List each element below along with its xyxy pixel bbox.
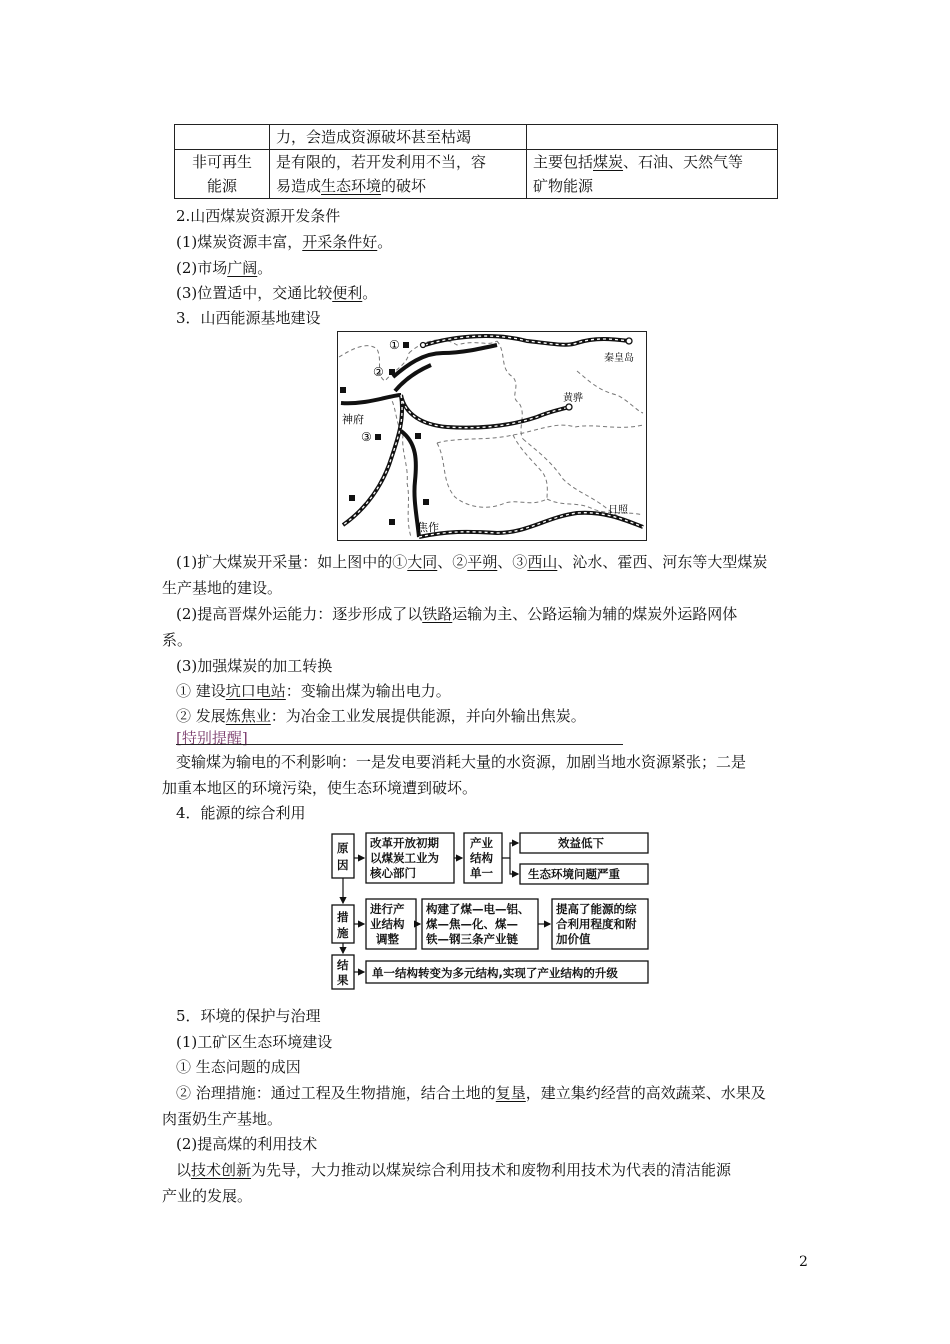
flow-single-1: 产业 bbox=[470, 836, 493, 850]
section-5-title: 5．环境的保护与治理 bbox=[176, 1007, 321, 1025]
map-label-rizhao: 日照 bbox=[608, 505, 628, 516]
underlined-term: 坑口电站 bbox=[225, 682, 286, 700]
section-3-title: 3．山西能源基地建设 bbox=[176, 309, 321, 327]
tip-divider bbox=[176, 744, 623, 745]
flow-single-2: 结构 bbox=[470, 851, 493, 865]
underlined-term: 炼焦业 bbox=[225, 707, 271, 725]
flow-label-result-a: 结 bbox=[337, 958, 349, 972]
text: (1)煤炭资源丰富， bbox=[176, 233, 303, 251]
text: 为先导，大力推动以煤炭综合利用技术和废物利用技术为代表的清洁能源 bbox=[251, 1161, 732, 1179]
text: (2)提高晋煤外运能力：逐步形成了以 bbox=[176, 605, 423, 623]
cell-line: 非可再生 bbox=[191, 153, 252, 171]
text: ：为冶金工业发展提供能源，并向外输出焦炭。 bbox=[270, 707, 586, 725]
text: ：变输出煤为输出电力。 bbox=[285, 682, 451, 700]
s3-p3-2 bbox=[176, 704, 586, 728]
table-cell bbox=[527, 125, 778, 150]
underlined-term: 铁路 bbox=[422, 605, 453, 623]
table-cell bbox=[527, 150, 778, 199]
s5-item-1-2-line2: 肉蛋奶生产基地。 bbox=[162, 1110, 283, 1128]
energy-table bbox=[174, 124, 778, 199]
s3-p3-1 bbox=[176, 679, 451, 703]
map-label-huanghua: 黄骅 bbox=[563, 393, 583, 404]
s2-item-3 bbox=[176, 281, 377, 305]
underlined-term: 广阔 bbox=[227, 259, 258, 277]
s5-item-2: (2)提高煤的利用技术 bbox=[176, 1135, 318, 1153]
map-label-1: ① bbox=[389, 338, 400, 352]
flow-single-3: 单一 bbox=[470, 866, 493, 880]
section-2-title: 2.山西煤炭资源开发条件 bbox=[176, 207, 341, 225]
s5-item-1-2 bbox=[176, 1081, 766, 1105]
text: (2)市场 bbox=[176, 259, 228, 277]
underlined-term: 技术创新 bbox=[191, 1161, 252, 1179]
map-label-3: ③ bbox=[361, 430, 372, 444]
table-row bbox=[175, 150, 778, 199]
flow-effect-1: 效益低下 bbox=[558, 836, 604, 850]
flow-adjust-1: 进行产 bbox=[370, 902, 405, 916]
flow-chain-2: 煤—焦—化、煤— bbox=[426, 917, 518, 931]
flow-label-reason-a: 原 bbox=[337, 841, 349, 855]
flow-label-measure-b: 施 bbox=[337, 926, 349, 940]
text: 、② bbox=[437, 553, 468, 571]
s3-p3: (3)加强煤炭的加工转换 bbox=[176, 657, 333, 675]
text: 的破坏 bbox=[381, 177, 427, 195]
s2-item-1 bbox=[176, 230, 392, 254]
flow-improve-3: 加价值 bbox=[556, 932, 591, 946]
s2-item-2 bbox=[176, 256, 272, 280]
flow-adjust-2: 业结构 bbox=[370, 917, 405, 931]
text: 。 bbox=[362, 284, 378, 302]
underlined-term: 复垦 bbox=[495, 1084, 526, 1102]
s3-p2-line1 bbox=[176, 602, 737, 626]
underlined-term: 煤炭 bbox=[593, 153, 624, 171]
shanxi-energy-base-map bbox=[337, 331, 647, 541]
text: 运输为主、公路运输为辅的煤炭外运路网体 bbox=[452, 605, 738, 623]
flow-cause-3: 核心部门 bbox=[370, 866, 416, 880]
underlined-term: 生态环境 bbox=[321, 177, 382, 195]
text: 。 bbox=[257, 259, 273, 277]
table-cell: 力，会造成资源破坏甚至枯竭 bbox=[270, 125, 527, 150]
underlined-term: 大同 bbox=[407, 553, 438, 571]
tip-line-2: 加重本地区的环境污染，使生态环境遭到破坏。 bbox=[162, 779, 478, 797]
underlined-term: 西山 bbox=[527, 553, 558, 571]
text: 、沁水、霍西、河东等大型煤炭 bbox=[557, 553, 768, 571]
map-label-jiaozuo: 焦作 bbox=[417, 521, 439, 534]
text: ② 发展 bbox=[176, 707, 226, 725]
flow-cause-2: 以煤炭工业为 bbox=[370, 851, 439, 865]
s3-p1-line1 bbox=[176, 550, 767, 574]
flow-improve-2: 合利用程度和附 bbox=[556, 917, 637, 931]
flow-label-result-b: 果 bbox=[337, 973, 349, 987]
flow-improve-1: 提高了能源的综 bbox=[556, 902, 637, 916]
flow-cause-1: 改革开放初期 bbox=[370, 836, 439, 850]
table-cell bbox=[270, 150, 527, 199]
flow-effect-2: 生态环境问题严重 bbox=[528, 867, 620, 881]
s5-paragraph-line2: 产业的发展。 bbox=[162, 1187, 253, 1205]
text: 易造成 bbox=[276, 177, 322, 195]
map-label-shenfu: 神府 bbox=[342, 413, 364, 426]
special-tip-label: [特别提醒] bbox=[176, 729, 248, 747]
text: ② 治理措施：通过工程及生物措施，结合土地的 bbox=[176, 1084, 496, 1102]
text: 以 bbox=[176, 1161, 192, 1179]
cell-line bbox=[533, 150, 771, 174]
table-cell bbox=[175, 125, 270, 150]
flow-chain-3: 铁—钢三条产业链 bbox=[426, 932, 518, 946]
underlined-term: 开采条件好 bbox=[302, 233, 378, 251]
underlined-term: 便利 bbox=[332, 284, 363, 302]
text: ，建立集约经营的高效蔬菜、水果及 bbox=[525, 1084, 766, 1102]
s5-item-1: (1)工矿区生态环境建设 bbox=[176, 1033, 333, 1051]
section-4-title: 4．能源的综合利用 bbox=[176, 804, 306, 822]
cell-line: 能源 bbox=[206, 177, 237, 195]
text: 。 bbox=[377, 233, 393, 251]
s5-item-1-1: ① 生态问题的成因 bbox=[176, 1058, 301, 1076]
text: (1)扩大煤炭开采量：如上图中的① bbox=[176, 553, 408, 571]
text: 、③ bbox=[497, 553, 528, 571]
flow-result-text: 单一结构转变为多元结构,实现了产业结构的升级 bbox=[372, 966, 618, 980]
flow-label-measure-a: 措 bbox=[337, 910, 349, 924]
flow-chain-1: 构建了煤—电—铝、 bbox=[426, 902, 530, 916]
underlined-term: 平朔 bbox=[467, 553, 498, 571]
s3-p2-line2: 系。 bbox=[162, 631, 193, 649]
cell-line bbox=[276, 174, 520, 198]
s3-p1-line2: 生产基地的建设。 bbox=[162, 579, 283, 597]
map-label-qinhuangdao: 秦皇岛 bbox=[604, 353, 634, 364]
cell-line: 是有限的，若开发利用不当，容 bbox=[276, 153, 487, 171]
page-number: 2 bbox=[799, 1254, 808, 1270]
text: (3)位置适中，交通比较 bbox=[176, 284, 333, 302]
text: ① 建设 bbox=[176, 682, 226, 700]
map-label-2: ② bbox=[373, 365, 384, 379]
table-cell bbox=[175, 150, 270, 199]
cell-line: 矿物能源 bbox=[533, 177, 594, 195]
table-row bbox=[175, 125, 778, 150]
flow-adjust-3: 调整 bbox=[376, 932, 399, 946]
s5-paragraph-line1 bbox=[176, 1158, 731, 1182]
map-frame bbox=[338, 332, 647, 541]
text: 主要包括 bbox=[533, 153, 594, 171]
tip-line-1: 变输煤为输电的不利影响：一是发电要消耗大量的水资源，加剧当地水资源紧张；二是 bbox=[176, 753, 747, 771]
energy-utilization-flowchart bbox=[330, 831, 652, 991]
text: 、石油、天然气等 bbox=[623, 153, 744, 171]
flow-label-reason-b: 因 bbox=[337, 858, 349, 872]
